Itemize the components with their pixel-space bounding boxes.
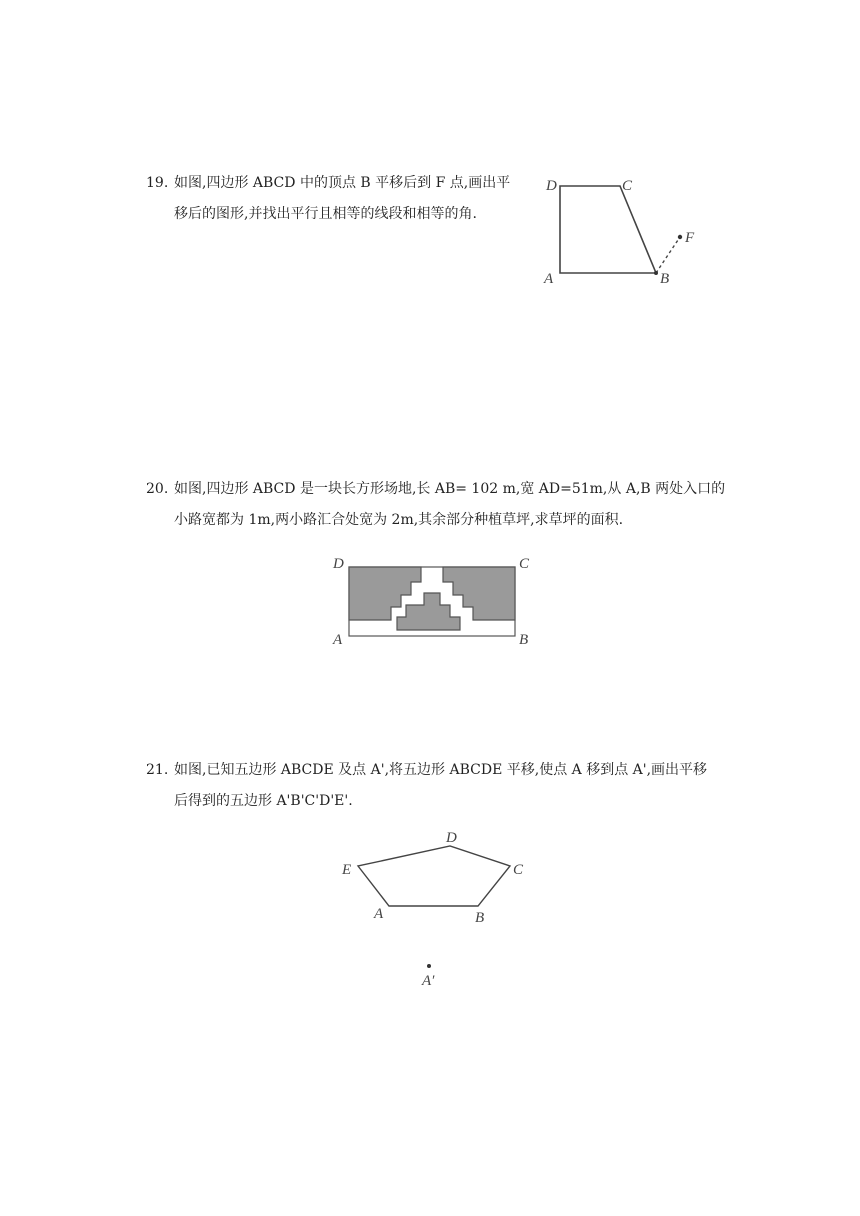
- label-b: B: [519, 632, 529, 648]
- question-text-line2: 小路宽都为 1m,两小路汇合处宽为 2m,其余部分种植草坪,求草坪的面积.: [174, 512, 624, 528]
- point-f: [678, 235, 682, 239]
- label-c: C: [622, 178, 633, 194]
- label-b: B: [475, 910, 485, 926]
- figure-19-quadrilateral: [530, 165, 710, 295]
- translation-segment-bf: [656, 237, 680, 273]
- quadrilateral-abcd: [560, 186, 656, 273]
- question-21: [146, 755, 707, 817]
- question-text-line1: 如图,四边形 ABCD 是一块长方形场地,长 AB= 102 m,宽 AD=51m,从 A,B 两处入口的: [174, 481, 726, 497]
- question-number: 20.: [146, 481, 169, 497]
- question-number: 21.: [146, 762, 169, 778]
- point-a-prime: [427, 964, 431, 968]
- label-c: C: [519, 556, 530, 572]
- question-text-line2: 后得到的五边形 A'B'C'D'E'.: [174, 793, 353, 809]
- label-a: A: [333, 632, 343, 648]
- question-19: [146, 168, 510, 230]
- label-b: B: [660, 271, 670, 287]
- question-number: 19.: [146, 175, 169, 191]
- label-d: D: [333, 556, 344, 572]
- label-c: C: [513, 862, 524, 878]
- question-20: [146, 474, 725, 536]
- point-b: [654, 271, 658, 275]
- question-text-line1: 如图,已知五边形 ABCDE 及点 A',将五边形 ABCDE 平移,使点 A 移到点 A',画出平移: [174, 762, 708, 778]
- label-a: A: [544, 271, 554, 287]
- figure-21-pentagon: [330, 820, 540, 995]
- figure-20-rectangle-field: [325, 550, 540, 650]
- label-f: F: [685, 230, 695, 246]
- label-d: D: [446, 830, 457, 846]
- question-text-line1: 如图,四边形 ABCD 中的顶点 B 平移后到 F 点,画出平: [174, 175, 511, 191]
- question-text-line2: 移后的图形,并找出平行且相等的线段和相等的角.: [174, 206, 477, 222]
- label-a-prime: A′: [422, 973, 435, 989]
- label-a: A: [374, 906, 384, 922]
- label-e: E: [342, 862, 352, 878]
- pentagon-abcde: [358, 846, 510, 906]
- label-d: D: [546, 178, 557, 194]
